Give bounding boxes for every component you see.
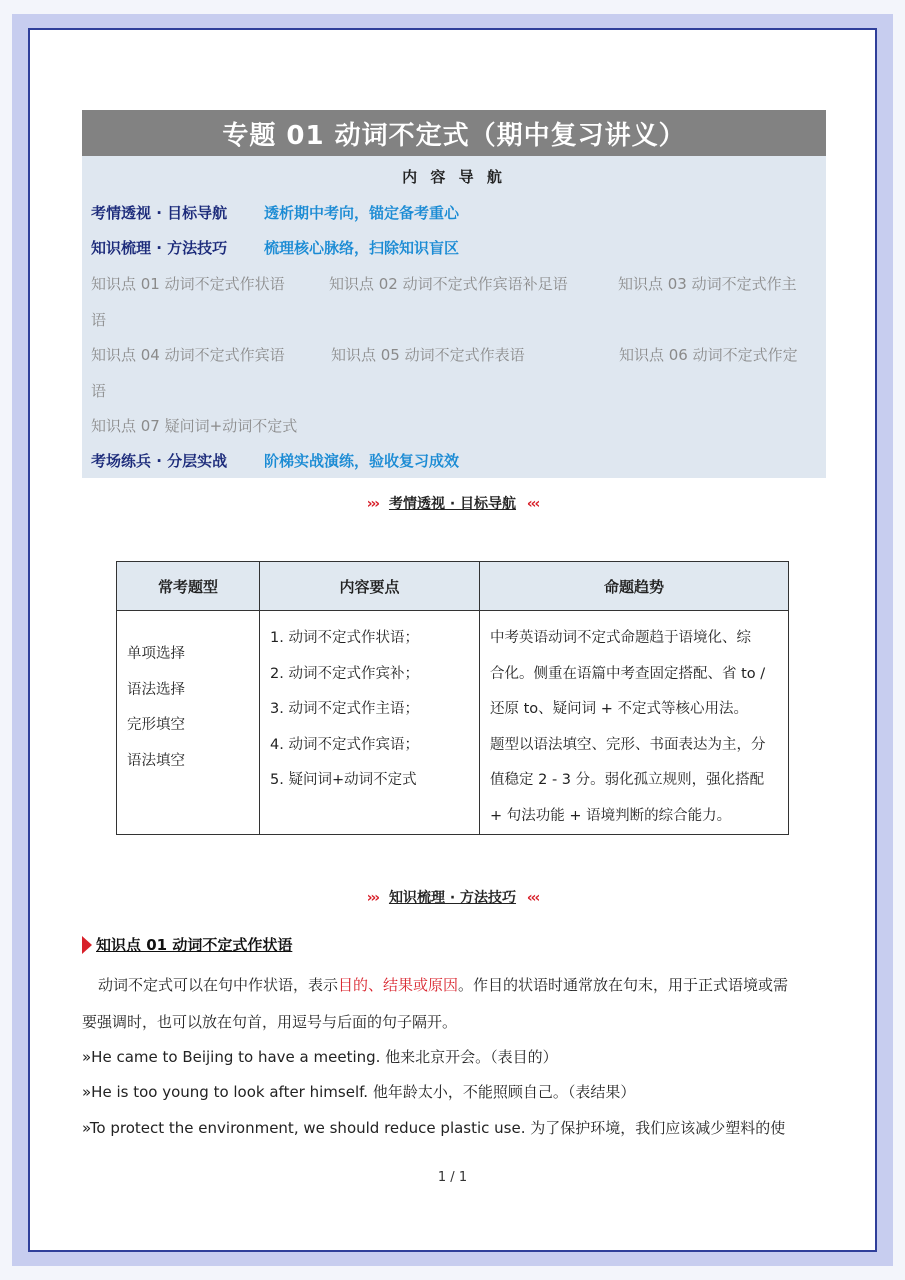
nav-item-practice[interactable] xyxy=(91,450,460,471)
exam-table xyxy=(116,561,789,835)
nav-point-07[interactable]: 知识点 07 疑问词+动词不定式 xyxy=(91,417,298,435)
content-point: 5. 疑问词+动词不定式 xyxy=(270,772,417,788)
section-heading-exam-overview xyxy=(0,493,905,513)
arrows-right-icon: ››› xyxy=(366,496,379,512)
column-header-trend: 命题趋势 xyxy=(603,577,664,596)
page-number: 1 / 1 xyxy=(437,1170,468,1185)
arrows-left-icon: ‹‹‹ xyxy=(526,496,539,512)
nav-heading: 内 容 导 航 xyxy=(402,168,506,186)
question-type: 语法选择 xyxy=(127,682,185,698)
red-triangle-icon xyxy=(82,936,92,954)
intro-paragraph-line: 要强调时，也可以放在句首，用逗号与后面的句子隔开。 xyxy=(82,1013,458,1031)
trend-line: + 句法功能 + 语境判断的综合能力。 xyxy=(490,808,732,824)
nav-point-01[interactable]: 知识点 01 动词不定式作状语 xyxy=(91,275,285,293)
nav-point-06[interactable]: 知识点 06 动词不定式作定 xyxy=(619,346,798,364)
nav-point-05[interactable]: 知识点 05 动词不定式作表语 xyxy=(331,346,525,364)
intro-text: 动词不定式可以在句中作状语，表示 xyxy=(98,976,339,994)
nav-item-key: 知识梳理 · 方法技巧 xyxy=(91,239,228,257)
section-heading-knowledge xyxy=(0,887,905,907)
example-sentence: »He is too young to look after himself. 他年龄太小，不能照顾自己。（表结果） xyxy=(82,1083,636,1101)
arrows-left-icon: ‹‹‹ xyxy=(526,890,539,906)
example-sentence: »He came to Beijing to have a meeting. 他来北京开会。（表目的） xyxy=(82,1048,558,1066)
nav-item-key: 考场练兵 · 分层实战 xyxy=(91,452,228,470)
content-point: 2. 动词不定式作宾补； xyxy=(270,666,419,682)
knowledge-point-title-text: 知识点 01 动词不定式作状语 xyxy=(96,936,293,954)
nav-item-desc: 梳理核心脉络，扫除知识盲区 xyxy=(264,239,460,257)
document-title: 专题 01 动词不定式（期中复习讲义） xyxy=(82,110,826,156)
intro-highlight: 目的、结果或原因 xyxy=(338,976,459,994)
arrows-right-icon: ››› xyxy=(366,890,379,906)
content-point: 3. 动词不定式作主语； xyxy=(270,701,419,717)
question-type: 单项选择 xyxy=(127,646,185,662)
trend-line: 中考英语动词不定式命题趋于语境化、综 xyxy=(490,630,751,646)
nav-point-04[interactable]: 知识点 04 动词不定式作宾语 xyxy=(91,346,285,364)
trend-line: 题型以语法填空、完形、书面表达为主，分 xyxy=(490,737,766,753)
trend-line: 还原 to、疑问词 + 不定式等核心用法。 xyxy=(490,701,749,717)
nav-item-exam-overview[interactable] xyxy=(91,202,460,223)
intro-text: 。作目的状语时通常放在句末，用于正式语境或需 xyxy=(458,976,789,994)
nav-item-desc: 透析期中考向，锚定备考重心 xyxy=(264,204,460,222)
section-heading-label: 考情透视 · 目标导航 xyxy=(388,496,517,512)
nav-item-knowledge[interactable] xyxy=(91,237,460,258)
content-point: 1. 动词不定式作状语； xyxy=(270,630,419,646)
trend-line: 合化。侧重在语篇中考查固定搭配、省 to / xyxy=(490,666,766,682)
knowledge-point-title xyxy=(82,934,292,955)
nav-point-02[interactable]: 知识点 02 动词不定式作宾语补足语 xyxy=(329,275,568,293)
nav-point-03-wrap: 语 xyxy=(91,311,107,329)
column-header-points: 内容要点 xyxy=(339,577,400,596)
example-sentence: »To protect the environment, we should reduce plastic use. 为了保护环境，我们应该减少塑料的使 xyxy=(82,1119,786,1137)
question-type: 完形填空 xyxy=(127,717,185,733)
section-heading-label: 知识梳理 · 方法技巧 xyxy=(388,890,517,906)
nav-item-key: 考情透视 · 目标导航 xyxy=(91,204,228,222)
content-navigation xyxy=(82,156,826,478)
intro-paragraph-line xyxy=(98,974,788,995)
trend-line: 值稳定 2 - 3 分。弱化孤立规则，强化搭配 xyxy=(490,772,765,788)
content-point: 4. 动词不定式作宾语； xyxy=(270,737,419,753)
nav-point-03[interactable]: 知识点 03 动词不定式作主 xyxy=(618,275,797,293)
nav-point-06-wrap: 语 xyxy=(91,382,107,400)
nav-item-desc: 阶梯实战演练，验收复习成效 xyxy=(264,452,460,470)
column-header-type: 常考题型 xyxy=(157,577,218,596)
question-type: 语法填空 xyxy=(127,753,185,769)
